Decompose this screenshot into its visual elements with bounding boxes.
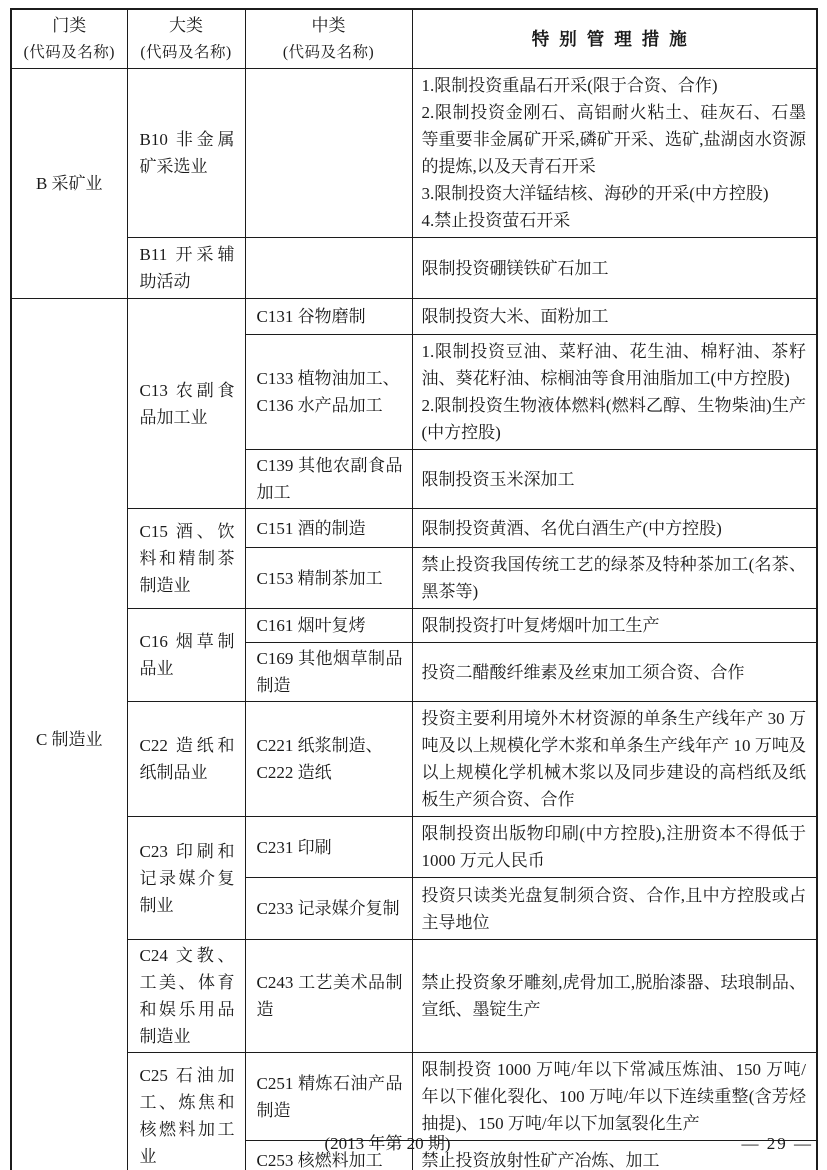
cell-measure-c153: 禁止投资我国传统工艺的绿茶及特种茶加工(名茶、黑茶等) [412,548,817,609]
cell-measure-c253: 禁止投资放射性矿产冶炼、加工 [412,1141,817,1170]
measure-item: 2.限制投资生物液体燃料(燃料乙醇、生物柴油)生产(中方控股) [421,396,806,442]
cell-middle-c161: C161 烟叶复烤 [245,609,412,643]
cell-category-b: B 采矿业 [11,69,127,299]
cell-measure-c139: 限制投资玉米深加工 [412,450,817,509]
cell-measure-c161: 限制投资打叶复烤烟叶加工生产 [412,609,817,643]
table-row-c131 [11,299,817,335]
table-row-c221 [11,702,817,817]
measure-item: 3.限制投资大洋锰结核、海砂的开采(中方控股) [421,184,769,203]
cell-middle-c231: C231 印刷 [245,817,412,878]
cell-measures-b10 [412,69,817,238]
cell-middle-c153: C153 精制茶加工 [245,548,412,609]
cell-measure-c169: 投资二醋酸纤维素及丝束加工须合资、合作 [412,643,817,702]
table-row-c243 [11,940,817,1053]
header-measures-title: 特别管理措施 [531,28,697,49]
footer-issue-label: (2013 年第 20 期) [324,1134,451,1153]
header-zhonglei [245,9,412,69]
cell-major-c23: C23 印刷和记录媒介复制业 [127,817,245,940]
table-row-c231 [11,817,817,878]
header-menlei-sub: (代码及名称) [23,44,115,61]
header-dalei-sub: (代码及名称) [140,44,232,61]
table-row-c151 [11,509,817,548]
cell-middle-c243: C243 工艺美术品制造 [245,940,412,1053]
table-header-row [11,9,817,69]
cell-major-c16: C16 烟草制品业 [127,609,245,702]
header-menlei-title: 门类 [52,16,87,35]
industry-catalog-table [10,8,818,1170]
middle-line: C221 纸浆制造、 [256,736,383,755]
header-measures [412,9,817,69]
cell-middle-c233: C233 记录媒介复制 [245,878,412,940]
middle-line: C222 造纸 [256,763,332,782]
cell-measure-c221: 投资主要利用境外木材资源的单条生产线年产 30 万吨及以上规模化学木浆和单条生产线年产 10 万吨及以上规模化学机械木浆以及同步建设的高档纸及纸板生产须合资、合作 [412,702,817,817]
cell-middle-c253: C253 核燃料加工 [245,1141,412,1170]
table-row-b11 [11,238,817,299]
cell-measure-c251: 限制投资 1000 万吨/年以下常减压炼油、150 万吨/年以下催化裂化、100 万吨/年以下连续重整(含芳烃抽提)、150 万吨/年以下加氢裂化生产 [412,1053,817,1141]
cell-middle-c169: C169 其他烟草制品制造 [245,643,412,702]
cell-major-c22: C22 造纸和纸制品业 [127,702,245,817]
cell-middle-c133 [245,335,412,450]
cell-category-c: C 制造业 [11,299,127,1170]
cell-major-c15: C15 酒、饮料和精制茶制造业 [127,509,245,609]
table-row-c251 [11,1053,817,1141]
cell-measure-c243: 禁止投资象牙雕刻,虎骨加工,脱胎漆器、珐琅制品、宣纸、墨锭生产 [412,940,817,1053]
cell-major-c13: C13 农副食品加工业 [127,299,245,509]
cell-middle-b11-empty [245,238,412,299]
footer-page-number: — 29 — [741,1134,813,1153]
cell-middle-c139: C139 其他农副食品加工 [245,450,412,509]
cell-measure-c151: 限制投资黄酒、名优白酒生产(中方控股) [412,509,817,548]
cell-measure-b11: 限制投资硼镁铁矿石加工 [412,238,817,299]
middle-line: C133 植物油加工、 [256,369,400,388]
header-zhonglei-sub: (代码及名称) [282,44,375,61]
cell-major-b11: B11 开采辅助活动 [127,238,245,299]
cell-measures-c133 [412,335,817,450]
cell-major-c24: C24 文教、工美、体育和娱乐用品制造业 [127,940,245,1053]
measure-item: 1.限制投资重晶石开采(限于合资、合作) [421,76,718,95]
header-dalei [127,9,245,69]
header-zhonglei-title: 中类 [311,16,346,35]
measure-item: 2.限制投资金刚石、高铝耐火粘土、硅灰石、石墨等重要非金属矿开采,磷矿开采、选矿,盐湖卤水资源的提炼,以及天青石开采 [421,103,806,176]
cell-measure-c231: 限制投资出版物印刷(中方控股),注册资本不得低于 1000 万元人民币 [412,817,817,878]
cell-measure-c131: 限制投资大米、面粉加工 [412,299,817,335]
middle-line: C136 水产品加工 [256,396,383,415]
table-row-b10 [11,69,817,238]
header-menlei [11,9,127,69]
table-row-c161 [11,609,817,643]
cell-middle-b10-empty [245,69,412,238]
header-dalei-title: 大类 [169,16,203,35]
cell-middle-c251: C251 精炼石油产品制造 [245,1053,412,1141]
measure-item: 4.禁止投资萤石开采 [421,211,571,230]
cell-major-b10: B10 非金属矿采选业 [127,69,245,238]
measure-item: 1.限制投资豆油、菜籽油、花生油、棉籽油、茶籽油、葵花籽油、棕榈油等食用油脂加工(中方控股) [421,342,806,388]
cell-middle-c131: C131 谷物磨制 [245,299,412,335]
cell-middle-c221 [245,702,412,817]
cell-major-c25: C25 石油加工、炼焦和核燃料加工业 [127,1053,245,1170]
cell-middle-c151: C151 酒的制造 [245,509,412,548]
cell-measure-c233: 投资只读类光盘复制须合资、合作,且中方控股或占主导地位 [412,878,817,940]
